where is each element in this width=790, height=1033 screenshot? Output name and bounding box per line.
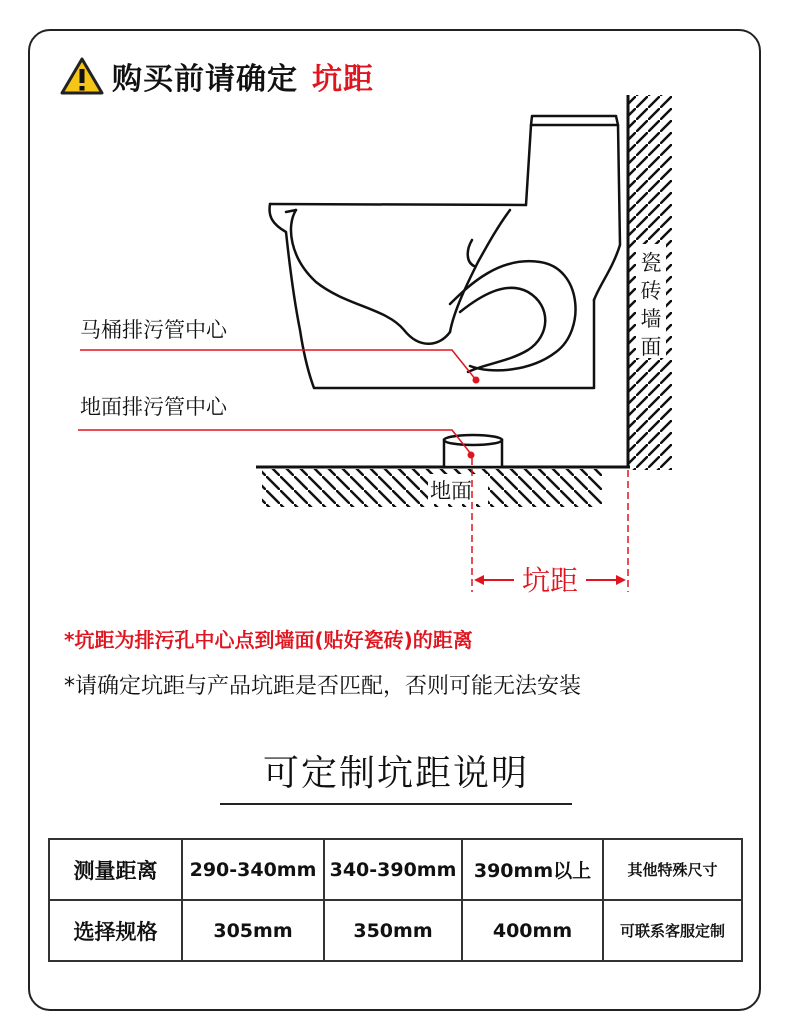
table-row — [49, 839, 742, 900]
toilet-drain-center-label: 马桶排污管中心 — [80, 319, 227, 342]
table-cell: 350mm — [324, 900, 462, 961]
note-red: *坑距为排污孔中心点到墙面(贴好瓷砖)的距离 — [64, 628, 473, 652]
floor-drain-center-dot — [468, 452, 475, 459]
toilet-outline — [270, 116, 620, 388]
wall-label-char-4: 面 — [640, 336, 662, 359]
note-black: *请确定坑距与产品坑距是否匹配，否则可能无法安装 — [64, 674, 582, 699]
table-cell: 其他特殊尺寸 — [603, 839, 742, 900]
table-cell: 290-340mm — [182, 839, 324, 900]
table-row-header: 选择规格 — [49, 900, 182, 961]
table-cell: 340-390mm — [324, 839, 462, 900]
wall-label-char-3: 墙 — [640, 308, 662, 331]
table-cell: 可联系客服定制 — [603, 900, 742, 961]
wall-label-char-1: 瓷 — [640, 252, 662, 275]
floor-drain-center-label: 地面排污管中心 — [80, 396, 227, 419]
table-cell: 400mm — [462, 900, 603, 961]
toilet-drain-center-dot — [473, 377, 480, 384]
wall-label-char-2: 砖 — [640, 280, 662, 303]
spec-table — [48, 838, 743, 962]
distance-label: 坑距 — [521, 565, 579, 596]
section-title: 可定制坑距说明 — [262, 753, 529, 794]
floor-drain-pipe — [444, 435, 502, 467]
arrow-left-icon — [474, 575, 484, 585]
table-row — [49, 900, 742, 961]
table-row-header: 测量距离 — [49, 839, 182, 900]
section-title-underline — [220, 803, 572, 805]
page-title-highlight: 坑距 — [312, 62, 374, 97]
page-title: 购买前请确定 — [112, 62, 298, 97]
table-cell: 305mm — [182, 900, 324, 961]
floor-label: 地面 — [430, 480, 472, 503]
arrow-right-icon — [616, 575, 626, 585]
table-cell: 390mm以上 — [462, 839, 603, 900]
